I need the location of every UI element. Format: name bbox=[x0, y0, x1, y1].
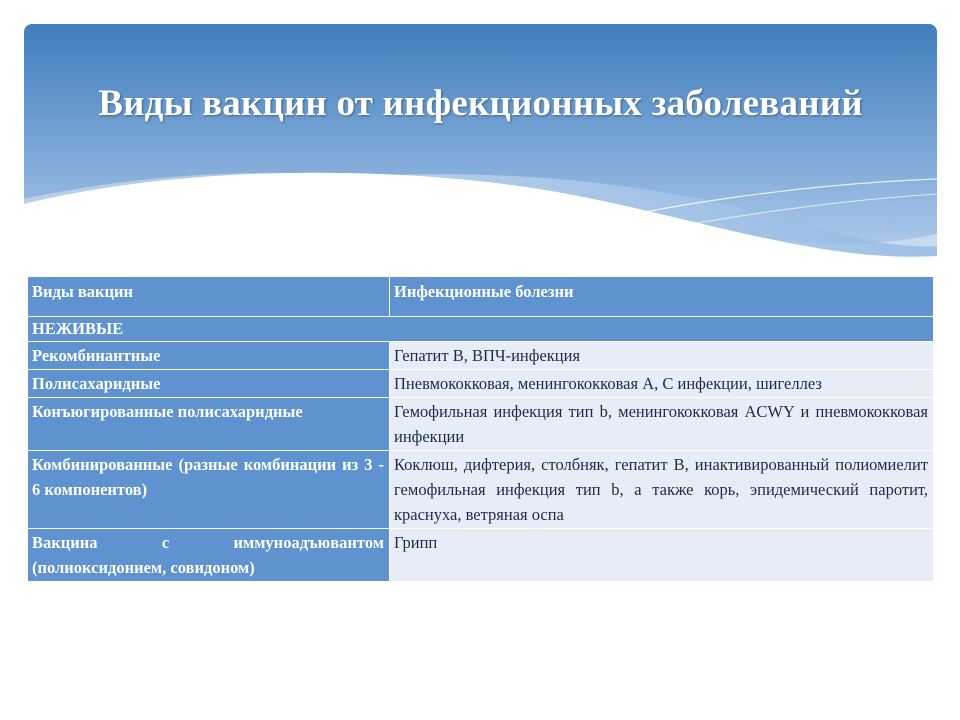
vaccine-type-cell: Полисахаридные bbox=[28, 370, 390, 398]
diseases-cell: Коклюш, дифтерия, столбняк, гепатит В, инактивированный полиомиелит гемофильная инфекция тип b, а также корь, эпидемический паротит, краснуха, ветряная оспа bbox=[390, 451, 934, 529]
vaccine-type-cell: Комбинированные (разные комбинации из 3 - 6 компонентов) bbox=[28, 451, 390, 529]
vaccine-table bbox=[27, 276, 934, 582]
diseases-cell: Гемофильная инфекция тип b, менингококковая ACWY и пневмококковая инфекции bbox=[390, 398, 934, 451]
vaccine-type-cell: Вакцина с иммуноадъювантом (полиоксидонием, совидоном) bbox=[28, 529, 390, 582]
diseases-cell: Гепатит В, ВПЧ-инфекция bbox=[390, 342, 934, 370]
table-row bbox=[28, 398, 934, 451]
diseases-cell: Пневмококковая, менингококковая А, С инфекции, шигеллез bbox=[390, 370, 934, 398]
table-row bbox=[28, 451, 934, 529]
table-row bbox=[28, 529, 934, 582]
section-label: НЕЖИВЫЕ bbox=[28, 317, 934, 342]
vaccine-type-cell: Рекомбинантные bbox=[28, 342, 390, 370]
diseases-cell: Грипп bbox=[390, 529, 934, 582]
table-row bbox=[28, 342, 934, 370]
column-header-vaccine-types: Виды вакцин bbox=[28, 277, 390, 317]
wave-background bbox=[24, 24, 937, 269]
table-row bbox=[28, 370, 934, 398]
table-header-row bbox=[28, 277, 934, 317]
column-header-diseases: Инфекционные болезни bbox=[390, 277, 934, 317]
page-title: Виды вакцин от инфекционных заболеваний bbox=[98, 83, 863, 124]
title-banner bbox=[24, 24, 937, 269]
vaccine-type-cell: Конъюгированные полисахаридные bbox=[28, 398, 390, 451]
section-row bbox=[28, 317, 934, 342]
